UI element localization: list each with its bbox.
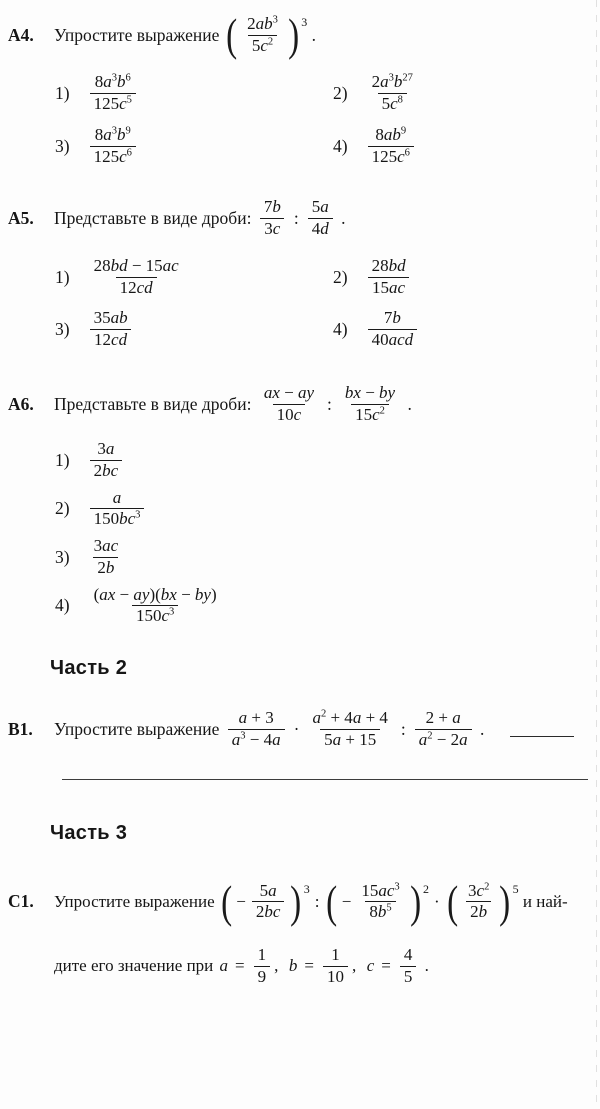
answer-option bbox=[55, 536, 600, 578]
math-fraction bbox=[415, 708, 472, 750]
math-run: 2b bbox=[97, 557, 115, 577]
math-run: bx − by bbox=[344, 382, 396, 402]
fraction-numerator bbox=[464, 881, 493, 902]
math-fraction bbox=[464, 881, 493, 923]
math-fraction bbox=[308, 197, 333, 239]
math-fraction bbox=[90, 536, 123, 578]
math-run: c bbox=[366, 956, 375, 976]
option-number: 4) bbox=[333, 319, 348, 340]
option-number: 4) bbox=[55, 595, 70, 616]
math-operator: : bbox=[327, 393, 332, 414]
fraction-numerator bbox=[91, 72, 135, 93]
math-run: 1 bbox=[257, 945, 267, 965]
math-run: − bbox=[236, 891, 246, 911]
problem-a6-statement-row bbox=[8, 383, 600, 425]
math-run: 12cd bbox=[94, 330, 128, 350]
fraction-denominator bbox=[378, 93, 407, 115]
section-heading-part2: Часть 2 bbox=[50, 657, 128, 680]
problem-b1 bbox=[0, 708, 600, 750]
math-run: 2bc bbox=[93, 461, 119, 481]
math-run: 2 + a bbox=[425, 708, 461, 728]
math-run: 1 bbox=[331, 945, 340, 965]
fraction-denominator bbox=[351, 404, 389, 426]
fraction-denominator bbox=[368, 329, 418, 351]
math-run: $8ab^9$ bbox=[375, 124, 407, 144]
math-run: $125c^6$ bbox=[93, 146, 132, 166]
math-run: 4 bbox=[403, 945, 413, 965]
math-paren-group bbox=[445, 876, 519, 927]
fraction-denominator bbox=[368, 146, 414, 168]
math-fraction bbox=[90, 308, 132, 350]
answer-option bbox=[55, 488, 600, 530]
math-run: 2b bbox=[470, 902, 488, 922]
answer-option bbox=[333, 256, 600, 298]
math-fraction bbox=[260, 383, 318, 425]
math-text: . bbox=[307, 24, 316, 45]
option-number: 2) bbox=[333, 83, 348, 104]
math-fraction bbox=[357, 881, 403, 923]
fraction-numerator bbox=[260, 383, 318, 404]
fraction-denominator bbox=[252, 901, 285, 923]
fraction-numerator bbox=[380, 308, 405, 329]
math-fraction bbox=[368, 72, 417, 114]
problem-label: А5. bbox=[8, 208, 34, 229]
answer-option bbox=[55, 72, 333, 114]
math-run: 15ac bbox=[372, 277, 406, 297]
fraction-denominator bbox=[323, 966, 348, 988]
math-run: $a^2 - 2a$ bbox=[418, 729, 468, 749]
option-number: 3) bbox=[55, 546, 70, 567]
option-expression bbox=[86, 256, 187, 298]
problem-statement-line1 bbox=[54, 876, 568, 927]
fraction-denominator bbox=[365, 901, 395, 923]
math-operator: · bbox=[293, 718, 300, 739]
math-run: 35ab bbox=[93, 308, 128, 328]
math-fraction bbox=[254, 945, 271, 987]
option-number: 3) bbox=[55, 135, 70, 156]
math-fraction bbox=[90, 125, 136, 167]
option-expression bbox=[86, 488, 149, 530]
fraction-denominator bbox=[90, 329, 131, 351]
math-run: a bbox=[112, 487, 122, 507]
answer-option bbox=[55, 439, 600, 481]
math-run: 40acd bbox=[371, 330, 414, 350]
fraction-numerator bbox=[368, 256, 410, 277]
math-paren-group bbox=[219, 876, 310, 927]
math-run: − bbox=[341, 891, 352, 911]
math-run: $8a^3b^6$ bbox=[94, 72, 131, 92]
option-expression bbox=[364, 308, 422, 350]
fraction-denominator bbox=[90, 146, 136, 168]
fraction-numerator bbox=[256, 881, 281, 902]
fraction-denominator bbox=[228, 729, 285, 751]
math-fraction bbox=[368, 256, 410, 298]
problem-statement bbox=[54, 9, 316, 61]
fraction-numerator bbox=[243, 14, 282, 35]
problem-statement bbox=[54, 383, 412, 425]
math-fraction bbox=[341, 383, 399, 425]
math-run: ax − ay bbox=[263, 382, 315, 402]
math-run: 28bd − 15ac bbox=[93, 255, 179, 275]
math-run: $a^3 - 4a$ bbox=[231, 729, 281, 749]
option-expression bbox=[364, 256, 414, 298]
math-run: 5a bbox=[259, 880, 277, 900]
math-run: 12cd bbox=[119, 277, 153, 297]
math-run: 4d bbox=[311, 219, 329, 239]
problem-label: В1. bbox=[8, 718, 33, 739]
answer-option bbox=[333, 308, 600, 350]
fraction-numerator bbox=[90, 585, 221, 606]
option-expression bbox=[86, 125, 140, 167]
fraction-numerator bbox=[90, 256, 183, 277]
math-run: a bbox=[219, 956, 229, 976]
math-symbol bbox=[236, 892, 246, 912]
right-paren: ) bbox=[499, 876, 511, 927]
right-paren: ) bbox=[290, 876, 302, 927]
option-number: 3) bbox=[55, 319, 70, 340]
paren-exponent: 5 bbox=[512, 881, 519, 896]
math-run: $2a^3b^{27}$ bbox=[371, 72, 413, 92]
option-number: 1) bbox=[55, 266, 70, 287]
math-text: . bbox=[420, 956, 429, 976]
fraction-denominator bbox=[132, 605, 178, 627]
math-symbol bbox=[220, 956, 229, 976]
math-fraction bbox=[90, 72, 136, 114]
answer-option bbox=[55, 585, 600, 627]
problem-a6 bbox=[0, 383, 600, 627]
fraction-denominator bbox=[308, 218, 333, 240]
math-symbol bbox=[367, 956, 375, 976]
math-run: $3c^2$ bbox=[468, 880, 490, 900]
math-fraction bbox=[368, 125, 414, 167]
math-text: . bbox=[403, 393, 412, 414]
math-text: Упростите выражение bbox=[54, 891, 219, 911]
math-run: 5a bbox=[311, 197, 329, 217]
option-expression bbox=[364, 72, 421, 114]
math-run: $8b^5$ bbox=[369, 902, 392, 922]
left-paren: ( bbox=[221, 876, 233, 927]
option-number: 1) bbox=[55, 83, 70, 104]
answer-option bbox=[333, 72, 600, 114]
problem-statement bbox=[54, 197, 345, 239]
fraction-denominator bbox=[254, 966, 271, 988]
problem-statement-line2 bbox=[54, 945, 600, 987]
fraction-denominator bbox=[273, 404, 306, 426]
problem-a4-statement-row bbox=[8, 9, 600, 61]
fraction-numerator bbox=[308, 197, 333, 218]
math-text: , bbox=[274, 956, 287, 976]
math-fraction bbox=[400, 945, 417, 987]
answer-options-a5 bbox=[55, 256, 600, 351]
math-operator: = bbox=[235, 956, 245, 976]
fraction-denominator bbox=[400, 966, 417, 988]
math-run: (ax − ay)(bx − by) bbox=[93, 584, 217, 604]
math-fraction bbox=[228, 708, 285, 750]
scan-edge-artifact bbox=[596, 0, 597, 1109]
fraction-denominator bbox=[260, 218, 284, 240]
math-run: 7b bbox=[383, 308, 401, 328]
option-expression bbox=[86, 536, 127, 578]
math-run: $5c^8$ bbox=[381, 94, 403, 114]
math-paren-group bbox=[224, 9, 308, 61]
math-text: и най- bbox=[518, 891, 568, 911]
math-fraction bbox=[90, 439, 123, 481]
math-operator: : bbox=[314, 891, 320, 911]
problem-a5-statement-row bbox=[8, 197, 600, 239]
math-run: 7b bbox=[263, 197, 281, 217]
math-run: 5a + 15 bbox=[324, 729, 377, 749]
math-text: . bbox=[475, 718, 485, 739]
math-paren-group bbox=[324, 876, 430, 927]
math-fraction bbox=[90, 488, 145, 530]
math-fraction bbox=[252, 881, 285, 923]
fraction-denominator bbox=[90, 93, 136, 115]
fraction-numerator bbox=[422, 708, 465, 729]
math-run: 3a bbox=[97, 439, 115, 459]
problem-a4 bbox=[0, 0, 600, 167]
fraction-denominator bbox=[90, 460, 123, 482]
option-expression bbox=[86, 439, 127, 481]
math-run: a + 3 bbox=[238, 708, 274, 728]
fraction-denominator bbox=[415, 729, 472, 751]
problem-c1-statement-row bbox=[8, 876, 600, 927]
answer-option bbox=[333, 125, 600, 167]
fraction-denominator bbox=[368, 277, 409, 299]
math-run: $15ac^3$ bbox=[361, 880, 400, 900]
problem-a5 bbox=[0, 197, 600, 350]
math-symbol bbox=[342, 892, 352, 912]
math-text: Упростите выражение bbox=[54, 718, 224, 739]
paren-exponent: 3 bbox=[303, 881, 310, 896]
math-fraction bbox=[90, 256, 183, 298]
math-fraction bbox=[368, 308, 418, 350]
fraction-denominator bbox=[466, 901, 491, 923]
problem-label: А4. bbox=[8, 24, 34, 45]
problem-c1 bbox=[0, 876, 600, 988]
math-run: $a^2 + 4a + 4$ bbox=[312, 708, 388, 728]
math-fraction bbox=[90, 585, 221, 627]
fraction-denominator bbox=[93, 557, 118, 579]
fraction-numerator bbox=[371, 125, 410, 146]
math-text: дите его значение при bbox=[54, 956, 218, 976]
fraction-numerator bbox=[90, 308, 132, 329]
right-paren: ) bbox=[288, 9, 300, 61]
problem-statement bbox=[54, 708, 484, 750]
math-fraction bbox=[243, 14, 282, 56]
math-run: 9 bbox=[257, 966, 267, 986]
fraction-denominator bbox=[90, 508, 145, 530]
fraction-denominator bbox=[116, 277, 157, 299]
paren-exponent: 2 bbox=[423, 881, 430, 896]
answer-option bbox=[55, 125, 333, 167]
answer-option bbox=[55, 308, 333, 350]
math-run: $15c^2$ bbox=[355, 404, 385, 424]
fraction-numerator bbox=[235, 708, 278, 729]
left-paren: ( bbox=[326, 876, 338, 927]
math-operator: · bbox=[434, 891, 440, 911]
math-symbol bbox=[289, 956, 298, 976]
math-fraction bbox=[308, 708, 391, 750]
math-text: Представьте в виде дроби: bbox=[54, 393, 256, 414]
fraction-numerator bbox=[260, 197, 285, 218]
math-run: $150c^3$ bbox=[135, 606, 175, 626]
math-operator: : bbox=[400, 718, 406, 739]
separator-line bbox=[62, 779, 588, 780]
option-expression bbox=[86, 72, 140, 114]
option-number: 2) bbox=[55, 498, 70, 519]
left-paren: ( bbox=[225, 9, 237, 61]
problem-b1-statement-row bbox=[8, 708, 600, 750]
answer-option bbox=[55, 256, 333, 298]
problem-label: А6. bbox=[8, 393, 34, 414]
math-fraction bbox=[260, 197, 285, 239]
math-run: $2ab^3$ bbox=[247, 14, 278, 33]
option-number: 1) bbox=[55, 450, 70, 471]
fraction-numerator bbox=[90, 536, 123, 557]
math-operator: = bbox=[381, 956, 391, 976]
option-expression bbox=[86, 308, 136, 350]
math-text: Упростите выражение bbox=[54, 24, 224, 45]
math-fraction bbox=[323, 945, 348, 987]
math-run: 10 bbox=[326, 966, 344, 986]
option-number: 4) bbox=[333, 135, 348, 156]
math-run: 3ac bbox=[93, 536, 119, 556]
fraction-numerator bbox=[357, 881, 403, 902]
fraction-denominator bbox=[248, 35, 277, 57]
math-text: . bbox=[336, 208, 346, 229]
problem-label: С1. bbox=[8, 891, 34, 912]
math-run: 10c bbox=[276, 404, 302, 424]
fraction-numerator bbox=[341, 383, 399, 404]
math-run: 2bc bbox=[255, 902, 281, 922]
math-run: 5 bbox=[403, 966, 413, 986]
math-run: b bbox=[288, 956, 298, 976]
math-run: 28bd bbox=[371, 255, 406, 275]
fraction-numerator bbox=[327, 945, 344, 966]
fraction-numerator bbox=[400, 945, 417, 966]
math-text: , bbox=[351, 956, 365, 976]
fraction-denominator bbox=[320, 729, 380, 751]
answer-blank bbox=[510, 721, 574, 737]
paren-exponent: 3 bbox=[301, 15, 308, 29]
answer-options-a6 bbox=[55, 439, 600, 627]
math-run: 3c bbox=[264, 219, 281, 239]
math-run: $150bc^3$ bbox=[93, 509, 141, 529]
option-expression bbox=[86, 585, 225, 627]
fraction-numerator bbox=[91, 125, 135, 146]
right-paren: ) bbox=[409, 876, 421, 927]
fraction-numerator bbox=[368, 72, 417, 93]
math-text: Представьте в виде дроби: bbox=[54, 208, 256, 229]
fraction-numerator bbox=[254, 945, 271, 966]
option-number: 2) bbox=[333, 266, 348, 287]
math-run: $125c^5$ bbox=[93, 94, 132, 114]
math-operator: = bbox=[304, 956, 314, 976]
fraction-numerator bbox=[109, 488, 126, 509]
left-paren: ( bbox=[446, 876, 458, 927]
option-expression bbox=[364, 125, 418, 167]
math-run: $5c^2$ bbox=[251, 35, 274, 55]
fraction-numerator bbox=[93, 439, 118, 460]
fraction-numerator bbox=[308, 708, 391, 729]
section-heading-part3: Часть 3 bbox=[50, 821, 128, 844]
answer-options-a4 bbox=[55, 72, 600, 167]
math-run: $125c^6$ bbox=[371, 146, 410, 166]
math-run: $8a^3b^9$ bbox=[94, 124, 131, 144]
math-operator: : bbox=[293, 208, 299, 229]
